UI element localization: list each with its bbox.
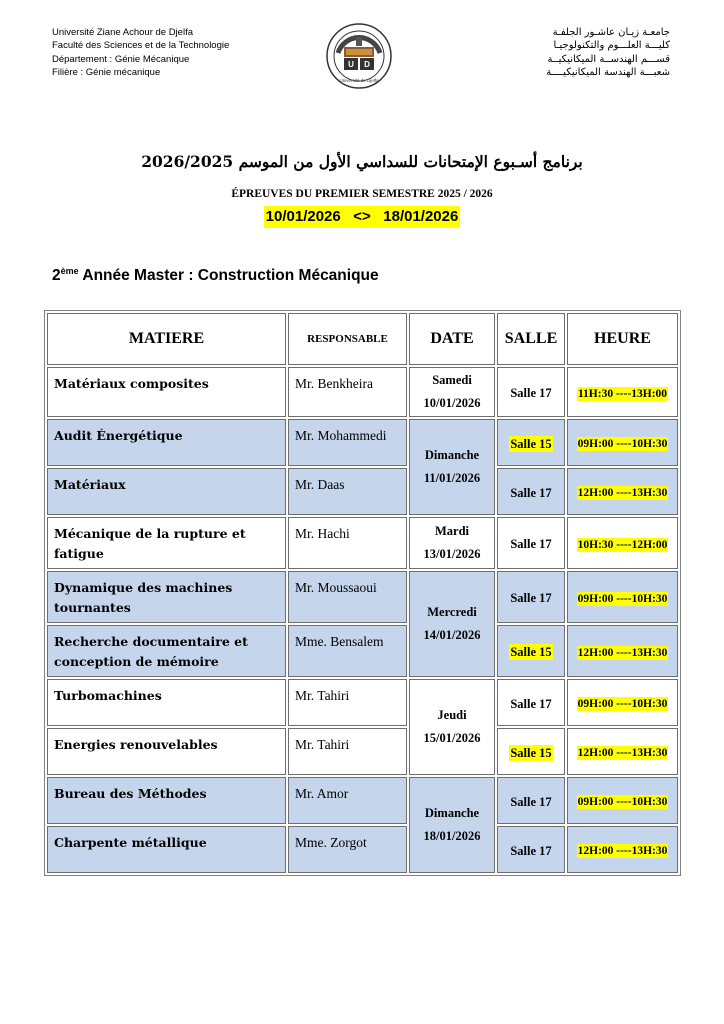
heure-label: 12H:00 ----13H:30	[577, 845, 668, 857]
cell-heure	[567, 419, 678, 466]
salle-label: Salle 17	[510, 696, 552, 711]
exam-period	[0, 206, 724, 228]
header-right-line: قســـم الهندســة الميكانيكيــة	[547, 53, 670, 65]
date-day: Mardi	[434, 524, 470, 538]
university-logo	[324, 23, 394, 89]
salle-label: Salle 15	[510, 645, 552, 659]
header-left-line: Filière : Génie mécanique	[52, 67, 161, 79]
date-value: 15/01/2026	[423, 731, 481, 745]
salle-label: Salle 17	[510, 386, 552, 400]
cell-responsable: Mr. Tahiri	[288, 679, 407, 726]
date-value: 14/01/2026	[423, 628, 481, 642]
cell-heure	[567, 468, 678, 515]
cell-date	[409, 419, 495, 515]
date-day: Mercredi	[427, 605, 477, 619]
header-salle: SALLE	[497, 313, 565, 365]
exam-schedule-table	[44, 310, 681, 876]
heure-label: 09H:00 ----10H:30	[577, 796, 668, 808]
cell-salle	[497, 625, 565, 677]
title-arabic: برنامج أسـبوع الإمتحانات للسداسي الأول من الموسم 2026/2025	[141, 152, 583, 171]
heure-label: 12H:00 ----13H:30	[577, 646, 668, 659]
cell-matiere: Mécanique de la rupture et fatigue	[47, 517, 286, 569]
cell-date	[409, 517, 495, 569]
cell-date	[409, 777, 495, 873]
salle-label: Salle 17	[510, 794, 552, 809]
program-label: Année Master : Construction Mécanique	[78, 267, 379, 285]
cell-responsable: Mr. Mohammedi	[288, 419, 407, 466]
header-right	[546, 26, 670, 80]
header-right-line: شعبـــة الهندسة الميكانيكيــــة	[546, 67, 670, 79]
cell-heure	[567, 625, 678, 677]
cell-salle	[497, 728, 565, 775]
cell-heure	[567, 679, 678, 726]
heure-label: 09H:00 ----10H:30	[577, 438, 668, 450]
cell-responsable: Mr. Amor	[288, 777, 407, 824]
cell-matiere: Charpente métallique	[47, 826, 286, 873]
cell-responsable: Mr. Moussaoui	[288, 571, 407, 623]
table-row	[47, 419, 678, 466]
cell-matiere: Matériaux composites	[47, 367, 286, 417]
cell-heure	[567, 571, 678, 623]
salle-label: Salle 17	[510, 537, 552, 551]
cell-salle	[497, 468, 565, 515]
program-year-sup: ème	[60, 266, 79, 276]
cell-matiere: Audit Énergétique	[47, 419, 286, 466]
cell-matiere: Turbomachines	[47, 679, 286, 726]
header-right-line: كليـــة العلـــوم والتكنولوجيـا	[553, 40, 670, 52]
cell-matiere: Recherche documentaire et conception de mémoire	[47, 625, 286, 677]
cell-responsable: Mr. Hachi	[288, 517, 407, 569]
heure-label: 12H:00 ----13H:30	[577, 487, 668, 499]
header-right-line: جامعـة زيـان عاشـور الجلفـة	[552, 27, 670, 38]
title-french: ÉPREUVES DU PREMIER SEMESTRE 2025 / 2026	[231, 188, 493, 200]
salle-label: Salle 15	[510, 745, 552, 760]
table-row	[47, 625, 678, 677]
cell-salle	[497, 571, 565, 623]
cell-responsable: Mme. Bensalem	[288, 625, 407, 677]
date-value: 13/01/2026	[423, 547, 481, 561]
cell-salle	[497, 517, 565, 569]
table-row	[47, 468, 678, 515]
date-day: Jeudi	[437, 708, 467, 722]
cell-matiere: Matériaux	[47, 468, 286, 515]
cell-heure	[567, 517, 678, 569]
salle-label: Salle 15	[510, 436, 552, 451]
cell-salle	[497, 367, 565, 417]
salle-label: Salle 17	[510, 591, 552, 605]
heure-label: 10H:30 ----12H:00	[577, 538, 668, 551]
heure-label: 09H:00 ----10H:30	[577, 698, 668, 710]
cell-date	[409, 367, 495, 417]
program-year: 2	[52, 267, 61, 285]
cell-responsable: Mr. Tahiri	[288, 728, 407, 775]
header-left-line: Faculté des Sciences et de la Technologie	[52, 40, 230, 52]
exam-period-dates: 10/01/2026 <> 18/01/2026	[264, 206, 461, 228]
header-responsable: RESPONSABLE	[288, 313, 407, 365]
salle-label: Salle 17	[510, 485, 552, 500]
salle-label: Salle 17	[510, 843, 552, 858]
date-value: 10/01/2026	[423, 396, 481, 410]
svg-text:D: D	[364, 60, 370, 69]
cell-salle	[497, 826, 565, 873]
svg-text:U: U	[348, 60, 354, 69]
table-row	[47, 777, 678, 824]
date-day: Dimanche	[424, 806, 480, 820]
cell-matiere: Dynamique des machines tournantes	[47, 571, 286, 623]
heure-label: 09H:00 ----10H:30	[577, 592, 668, 605]
cell-heure	[567, 367, 678, 417]
cell-salle	[497, 777, 565, 824]
cell-heure	[567, 777, 678, 824]
heure-label: 11H:30 ----13H:00	[577, 387, 668, 400]
table-row	[47, 571, 678, 623]
logo-text: Université de Djelfa	[339, 78, 379, 83]
header-matiere: MATIERE	[47, 313, 286, 365]
table-row	[47, 517, 678, 569]
header-date: DATE	[409, 313, 495, 365]
cell-matiere: Bureau des Méthodes	[47, 777, 286, 824]
header-left-line: Université Ziane Achour de Djelfa	[52, 27, 193, 38]
date-value: 11/01/2026	[423, 471, 481, 485]
heure-label: 12H:00 ----13H:30	[577, 747, 668, 759]
table-row	[47, 728, 678, 775]
cell-responsable: Mme. Zorgot	[288, 826, 407, 873]
date-day: Dimanche	[424, 448, 480, 462]
cell-responsable: Mr. Daas	[288, 468, 407, 515]
table-row	[47, 826, 678, 873]
table-header-row	[47, 313, 678, 365]
cell-date	[409, 571, 495, 677]
cell-matiere: Energies renouvelables	[47, 728, 286, 775]
header-left	[52, 26, 229, 80]
date-value: 18/01/2026	[423, 829, 481, 843]
cell-date	[409, 679, 495, 775]
cell-heure	[567, 826, 678, 873]
table-row	[47, 679, 678, 726]
table-row	[47, 367, 678, 417]
cell-responsable: Mr. Benkheira	[288, 367, 407, 417]
header-left-line: Département : Génie Mécanique	[52, 53, 190, 65]
cell-salle	[497, 419, 565, 466]
header-heure: HEURE	[567, 313, 678, 365]
cell-heure	[567, 728, 678, 775]
cell-salle	[497, 679, 565, 726]
date-day: Samedi	[432, 373, 472, 387]
program-title	[52, 266, 379, 285]
